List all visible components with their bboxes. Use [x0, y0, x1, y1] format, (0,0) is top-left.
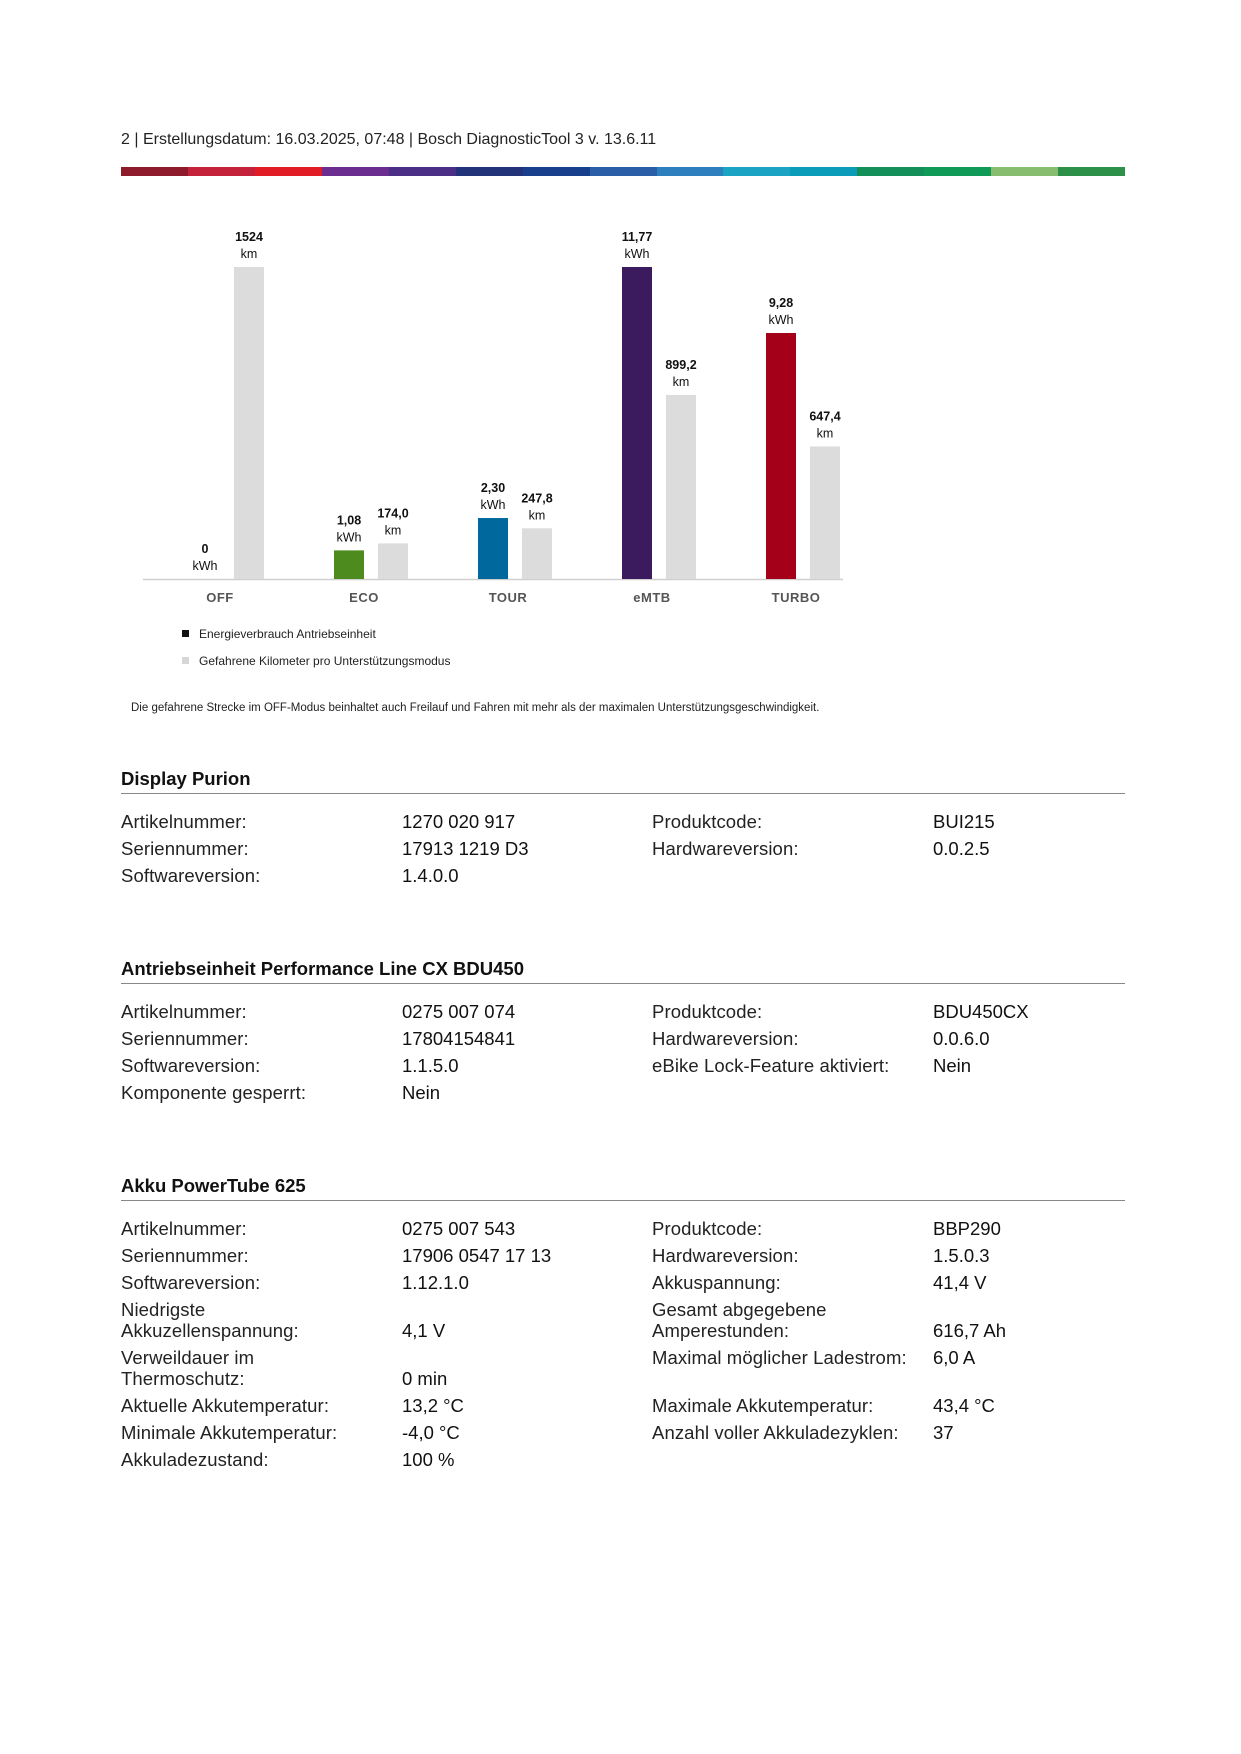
section-divider: [121, 983, 1125, 984]
data-label-energy-tour: 2,30: [480, 481, 506, 496]
color-bar-segment: [723, 167, 790, 176]
field-value: 0 min: [402, 1368, 448, 1389]
color-bar-segment: [188, 167, 255, 176]
data-label-energy-emtb: 11,77: [621, 230, 653, 244]
color-bar-segment: [523, 167, 590, 176]
field-label: Maximal möglicher Ladestrom:: [652, 1347, 907, 1368]
field-label: Thermoschutz:: [121, 1368, 245, 1389]
color-bar-segment: [322, 167, 389, 176]
field-label: Akkuladezustand:: [121, 1449, 269, 1470]
data-unit-energy: kWh: [768, 313, 794, 328]
field-label: Hardwareversion:: [652, 1028, 799, 1049]
field-value: 1.4.0.0: [402, 865, 459, 886]
data-unit-km: km: [672, 374, 690, 389]
field-value: 0275 007 543: [402, 1218, 516, 1239]
bar-km-tour: [522, 528, 552, 579]
color-bar-segment: [456, 167, 523, 176]
color-bar-segment: [255, 167, 322, 176]
field-label: Softwareversion:: [121, 1055, 261, 1076]
field-label: eBike Lock-Feature aktiviert:: [652, 1055, 890, 1076]
field-value: 17804154841: [402, 1028, 516, 1049]
field-label: Akkuzellenspannung:: [121, 1320, 299, 1341]
field-label: Anzahl voller Akkuladezyklen:: [652, 1422, 899, 1443]
data-label-km-turbo: 647,4: [809, 409, 841, 424]
data-unit-energy: kWh: [624, 247, 650, 261]
field-label: Gesamt abgegebene: [652, 1299, 827, 1320]
category-label-emtb: eMTB: [633, 590, 671, 605]
bar-energy-tour: [478, 518, 508, 579]
report-header: 2 | Erstellungsdatum: 16.03.2025, 07:48 | Bosch DiagnosticTool 3 v. 13.6.11: [121, 131, 657, 148]
usage-bar-chart: [121, 215, 861, 615]
color-bar-segment: [590, 167, 657, 176]
data-unit-energy: kWh: [480, 498, 506, 513]
data-label-km-eco: 174,0: [377, 506, 409, 521]
bar-km-off: [234, 267, 264, 579]
field-label: Aktuelle Akkutemperatur:: [121, 1395, 330, 1416]
legend-energy-swatch: [182, 630, 189, 637]
field-label: Komponente gesperrt:: [121, 1082, 307, 1103]
field-label: Seriennummer:: [121, 838, 249, 859]
field-value: BUI215: [933, 811, 995, 832]
data-label-energy-eco: 1,08: [336, 513, 362, 528]
field-label: Produktcode:: [652, 1218, 763, 1239]
field-label: Amperestunden:: [652, 1320, 790, 1341]
bar-energy-emtb: [622, 267, 652, 579]
legend-energy-label: Energieverbrauch Antriebseinheit: [199, 627, 376, 641]
field-value: 6,0 A: [933, 1347, 976, 1368]
data-unit-km: km: [528, 508, 546, 523]
section-divider: [121, 1200, 1125, 1201]
legend-km-swatch: [182, 657, 189, 664]
field-value: 0.0.2.5: [933, 838, 990, 859]
color-bar-segment: [924, 167, 991, 176]
field-value: BBP290: [933, 1218, 1001, 1239]
field-value: 4,1 V: [402, 1320, 446, 1341]
data-label-energy-off: 0: [201, 542, 209, 556]
data-label-km-tour: 247,8: [521, 491, 553, 506]
color-bar-segment: [991, 167, 1058, 176]
field-label: Artikelnummer:: [121, 1001, 247, 1022]
data-unit-energy: kWh: [192, 559, 218, 573]
field-label: Hardwareversion:: [652, 1245, 799, 1266]
field-value: 1270 020 917: [402, 811, 516, 832]
field-value: 13,2 °C: [402, 1395, 464, 1416]
field-value: 41,4 V: [933, 1272, 987, 1293]
field-label: Seriennummer:: [121, 1028, 249, 1049]
field-label: Softwareversion:: [121, 1272, 261, 1293]
data-unit-km: km: [240, 247, 258, 261]
field-value: 0.0.6.0: [933, 1028, 990, 1049]
bar-km-eco: [378, 543, 408, 579]
category-label-turbo: TURBO: [771, 590, 821, 605]
field-value: 17913 1219 D3: [402, 838, 529, 859]
category-label-eco: ECO: [349, 590, 379, 605]
chart-footnote: Die gefahrene Strecke im OFF-Modus beinhaltet auch Freilauf und Fahren mit mehr als der maximalen Unterstützungsgeschwindigkeit.: [131, 702, 820, 714]
color-bar-segment: [857, 167, 924, 176]
field-value: 1.5.0.3: [933, 1245, 990, 1266]
field-label: Niedrigste: [121, 1299, 206, 1320]
data-label-km-off: 1524: [235, 230, 263, 244]
color-bar-segment: [389, 167, 456, 176]
legend-energy: [182, 627, 376, 641]
field-value: 17906 0547 17 13: [402, 1245, 552, 1266]
field-label: Seriennummer:: [121, 1245, 249, 1266]
field-value: Nein: [933, 1055, 972, 1076]
bar-energy-eco: [334, 550, 364, 579]
field-value: 0275 007 074: [402, 1001, 516, 1022]
data-unit-energy: kWh: [336, 530, 362, 545]
legend-km: [182, 654, 450, 668]
field-label: Verweildauer im: [121, 1347, 255, 1368]
data-label-energy-turbo: 9,28: [768, 296, 794, 311]
bar-km-emtb: [666, 395, 696, 579]
color-bar-segment: [1058, 167, 1125, 176]
field-label: Artikelnummer:: [121, 811, 247, 832]
field-label: Softwareversion:: [121, 865, 261, 886]
field-value: -4,0 °C: [402, 1422, 460, 1443]
data-unit-km: km: [384, 523, 402, 538]
bar-energy-turbo: [766, 333, 796, 579]
field-value: 616,7 Ah: [933, 1320, 1007, 1341]
color-bar-segment: [790, 167, 857, 176]
field-label: Hardwareversion:: [652, 838, 799, 859]
field-value: BDU450CX: [933, 1001, 1029, 1022]
field-label: Produktcode:: [652, 1001, 763, 1022]
field-value: 1.1.5.0: [402, 1055, 459, 1076]
field-label: Artikelnummer:: [121, 1218, 247, 1239]
color-bar-segment: [657, 167, 724, 176]
data-label-km-emtb: 899,2: [665, 357, 697, 372]
legend-km-label: Gefahrene Kilometer pro Unterstützungsmodus: [199, 654, 451, 668]
field-value: 43,4 °C: [933, 1395, 995, 1416]
field-label: Produktcode:: [652, 811, 763, 832]
section-title-drive: Antriebseinheit Performance Line CX BDU450: [121, 958, 524, 979]
field-label: Akkuspannung:: [652, 1272, 781, 1293]
field-value: Nein: [402, 1082, 441, 1103]
field-label: Maximale Akkutemperatur:: [652, 1395, 874, 1416]
field-label: Minimale Akkutemperatur:: [121, 1422, 338, 1443]
section-title-display: Display Purion: [121, 768, 251, 789]
data-unit-km: km: [816, 426, 834, 441]
section-title-battery: Akku PowerTube 625: [121, 1175, 306, 1196]
section-divider: [121, 793, 1125, 794]
category-label-off: OFF: [206, 590, 234, 605]
field-value: 37: [933, 1422, 954, 1443]
field-value: 100 %: [402, 1449, 455, 1470]
brand-color-bar: [121, 167, 1125, 176]
bar-km-turbo: [810, 446, 840, 579]
field-value: 1.12.1.0: [402, 1272, 469, 1293]
category-label-tour: TOUR: [488, 590, 528, 605]
color-bar-segment: [121, 167, 188, 176]
